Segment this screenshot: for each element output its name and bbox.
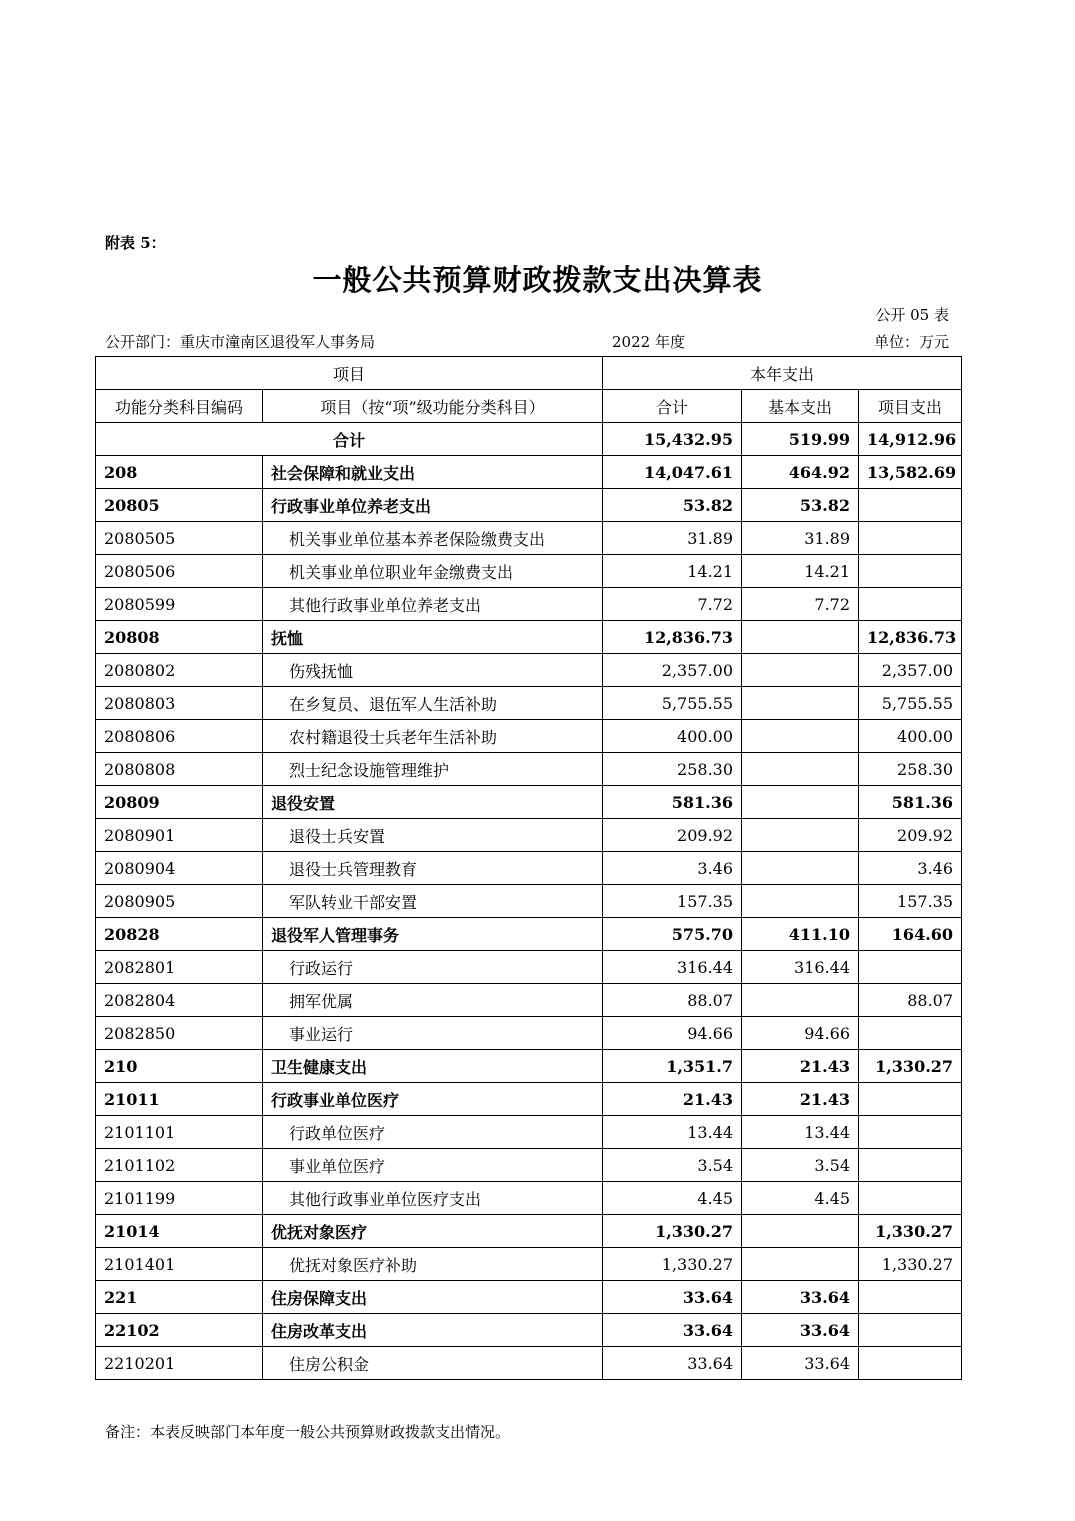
row-basic [742, 984, 859, 1017]
table-header-row [96, 357, 962, 390]
row-total: 5,755.55 [603, 687, 742, 720]
row-basic [742, 621, 859, 654]
row-basic: 4.45 [742, 1182, 859, 1215]
row-code: 2080506 [96, 555, 263, 588]
table-row [96, 1050, 962, 1083]
row-code: 208 [96, 456, 263, 489]
row-total: 94.66 [603, 1017, 742, 1050]
table-row [96, 1116, 962, 1149]
row-total: 33.64 [603, 1281, 742, 1314]
table-row [96, 852, 962, 885]
row-code: 20809 [96, 786, 263, 819]
row-code: 20805 [96, 489, 263, 522]
column-header-project: 项目支出 [859, 390, 962, 423]
row-total: 7.72 [603, 588, 742, 621]
row-total: 12,836.73 [603, 621, 742, 654]
row-code: 22102 [96, 1314, 263, 1347]
table-row [96, 753, 962, 786]
row-total: 209.92 [603, 819, 742, 852]
row-total: 33.64 [603, 1314, 742, 1347]
row-item-name: 社会保障和就业支出 [263, 456, 603, 489]
row-basic: 33.64 [742, 1281, 859, 1314]
row-total: 581.36 [603, 786, 742, 819]
table-row [96, 555, 962, 588]
row-code: 20828 [96, 918, 263, 951]
row-basic: 3.54 [742, 1149, 859, 1182]
table-row [96, 1248, 962, 1281]
department-label: 公开部门：重庆市潼南区退役军人事务局 [105, 333, 376, 351]
row-basic: 464.92 [742, 456, 859, 489]
row-total: 3.46 [603, 852, 742, 885]
total-sum: 15,432.95 [603, 423, 742, 456]
row-code: 2101102 [96, 1149, 263, 1182]
row-basic [742, 852, 859, 885]
row-project: 258.30 [859, 753, 962, 786]
row-project: 581.36 [859, 786, 962, 819]
row-project: 3.46 [859, 852, 962, 885]
row-project [859, 489, 962, 522]
row-project [859, 1017, 962, 1050]
unit-label: 单位：万元 [873, 333, 949, 351]
row-code: 2080599 [96, 588, 263, 621]
row-total: 575.70 [603, 918, 742, 951]
row-total: 33.64 [603, 1347, 742, 1380]
row-total: 3.54 [603, 1149, 742, 1182]
table-row [96, 654, 962, 687]
row-item-name: 其他行政事业单位养老支出 [263, 588, 603, 621]
row-code: 2082801 [96, 951, 263, 984]
row-total: 1,351.7 [603, 1050, 742, 1083]
total-label: 合计 [96, 423, 603, 456]
row-project [859, 1314, 962, 1347]
form-number: 公开 05 表 [875, 306, 949, 324]
row-project [859, 951, 962, 984]
row-total: 14,047.61 [603, 456, 742, 489]
total-project: 14,912.96 [859, 423, 962, 456]
row-item-name: 住房保障支出 [263, 1281, 603, 1314]
column-header-basic: 基本支出 [742, 390, 859, 423]
row-item-name: 卫生健康支出 [263, 1050, 603, 1083]
table-row [96, 819, 962, 852]
row-project [859, 1182, 962, 1215]
attachment-label: 附表 5： [105, 234, 166, 252]
row-code: 20808 [96, 621, 263, 654]
row-item-name: 事业运行 [263, 1017, 603, 1050]
row-code: 2080806 [96, 720, 263, 753]
row-item-name: 优抚对象医疗 [263, 1215, 603, 1248]
table-row [96, 687, 962, 720]
row-item-name: 退役士兵安置 [263, 819, 603, 852]
row-code: 2101199 [96, 1182, 263, 1215]
row-code: 2082804 [96, 984, 263, 1017]
table-row [96, 951, 962, 984]
page-title: 一般公共预算财政拨款支出决算表 [312, 263, 763, 297]
row-project: 13,582.69 [859, 456, 962, 489]
row-code: 2080803 [96, 687, 263, 720]
row-total: 53.82 [603, 489, 742, 522]
row-item-name: 退役军人管理事务 [263, 918, 603, 951]
row-item-name: 行政事业单位医疗 [263, 1083, 603, 1116]
row-total: 88.07 [603, 984, 742, 1017]
table-row [96, 1083, 962, 1116]
row-total: 14.21 [603, 555, 742, 588]
row-total: 157.35 [603, 885, 742, 918]
row-code: 21011 [96, 1083, 263, 1116]
row-project: 1,330.27 [859, 1248, 962, 1281]
column-header-code: 功能分类科目编码 [96, 390, 263, 423]
row-code: 2101101 [96, 1116, 263, 1149]
row-item-name: 退役士兵管理教育 [263, 852, 603, 885]
table-row [96, 1281, 962, 1314]
row-total: 21.43 [603, 1083, 742, 1116]
row-basic [742, 753, 859, 786]
row-basic: 33.64 [742, 1314, 859, 1347]
table-row [96, 918, 962, 951]
row-project: 88.07 [859, 984, 962, 1017]
row-project [859, 522, 962, 555]
table-row [96, 786, 962, 819]
row-item-name: 机关事业单位基本养老保险缴费支出 [263, 522, 603, 555]
row-project: 12,836.73 [859, 621, 962, 654]
row-basic [742, 687, 859, 720]
row-code: 2080904 [96, 852, 263, 885]
row-item-name: 住房公积金 [263, 1347, 603, 1380]
row-project [859, 588, 962, 621]
row-code: 221 [96, 1281, 263, 1314]
row-item-name: 烈士纪念设施管理维护 [263, 753, 603, 786]
row-project [859, 1083, 962, 1116]
row-project: 157.35 [859, 885, 962, 918]
table-row [96, 984, 962, 1017]
table-row [96, 621, 962, 654]
row-basic [742, 1248, 859, 1281]
row-code: 2080802 [96, 654, 263, 687]
row-code: 2080808 [96, 753, 263, 786]
row-basic: 21.43 [742, 1083, 859, 1116]
row-code: 2080905 [96, 885, 263, 918]
total-row [96, 423, 962, 456]
row-item-name: 拥军优属 [263, 984, 603, 1017]
column-header-total: 合计 [603, 390, 742, 423]
row-total: 13.44 [603, 1116, 742, 1149]
row-item-name: 行政运行 [263, 951, 603, 984]
footnote: 备注：本表反映部门本年度一般公共预算财政拨款支出情况。 [105, 1423, 511, 1441]
row-project: 400.00 [859, 720, 962, 753]
row-total: 1,330.27 [603, 1248, 742, 1281]
row-project: 209.92 [859, 819, 962, 852]
row-basic: 33.64 [742, 1347, 859, 1380]
header-current-year: 本年支出 [603, 357, 962, 390]
table-row [96, 1017, 962, 1050]
table-row [96, 1182, 962, 1215]
column-header-item: 项目（按“项”级功能分类科目） [263, 390, 603, 423]
row-project [859, 1347, 962, 1380]
row-project: 2,357.00 [859, 654, 962, 687]
row-project: 5,755.55 [859, 687, 962, 720]
row-code: 2082850 [96, 1017, 263, 1050]
table-row [96, 489, 962, 522]
row-item-name: 退役安置 [263, 786, 603, 819]
table-row [96, 456, 962, 489]
row-item-name: 抚恤 [263, 621, 603, 654]
row-basic: 7.72 [742, 588, 859, 621]
row-basic: 316.44 [742, 951, 859, 984]
row-basic: 21.43 [742, 1050, 859, 1083]
row-code: 21014 [96, 1215, 263, 1248]
row-basic [742, 654, 859, 687]
table-row [96, 522, 962, 555]
table-row [96, 1149, 962, 1182]
total-basic: 519.99 [742, 423, 859, 456]
row-project: 1,330.27 [859, 1215, 962, 1248]
row-project: 1,330.27 [859, 1050, 962, 1083]
row-item-name: 机关事业单位职业年金缴费支出 [263, 555, 603, 588]
table-row [96, 885, 962, 918]
row-project: 164.60 [859, 918, 962, 951]
row-basic [742, 1215, 859, 1248]
row-total: 1,330.27 [603, 1215, 742, 1248]
row-total: 258.30 [603, 753, 742, 786]
row-project [859, 1149, 962, 1182]
row-project [859, 1116, 962, 1149]
table-row [96, 1347, 962, 1380]
row-basic: 94.66 [742, 1017, 859, 1050]
row-basic: 411.10 [742, 918, 859, 951]
row-item-name: 行政事业单位养老支出 [263, 489, 603, 522]
table-row [96, 720, 962, 753]
row-total: 4.45 [603, 1182, 742, 1215]
table-column-row [96, 390, 962, 423]
row-item-name: 军队转业干部安置 [263, 885, 603, 918]
row-basic [742, 885, 859, 918]
row-basic [742, 786, 859, 819]
table-row [96, 588, 962, 621]
row-item-name: 其他行政事业单位医疗支出 [263, 1182, 603, 1215]
fiscal-year: 2022 年度 [612, 333, 685, 351]
row-basic [742, 720, 859, 753]
table-row [96, 1215, 962, 1248]
row-item-name: 伤残抚恤 [263, 654, 603, 687]
row-item-name: 农村籍退役士兵老年生活补助 [263, 720, 603, 753]
row-item-name: 优抚对象医疗补助 [263, 1248, 603, 1281]
row-item-name: 在乡复员、退伍军人生活补助 [263, 687, 603, 720]
header-project: 项目 [96, 357, 603, 390]
table-row [96, 1314, 962, 1347]
row-code: 2080505 [96, 522, 263, 555]
row-code: 2101401 [96, 1248, 263, 1281]
row-item-name: 事业单位医疗 [263, 1149, 603, 1182]
row-code: 210 [96, 1050, 263, 1083]
row-item-name: 住房改革支出 [263, 1314, 603, 1347]
expenditure-table [95, 356, 962, 1380]
row-project [859, 555, 962, 588]
row-code: 2210201 [96, 1347, 263, 1380]
row-code: 2080901 [96, 819, 263, 852]
row-basic: 53.82 [742, 489, 859, 522]
row-basic: 31.89 [742, 522, 859, 555]
row-basic: 14.21 [742, 555, 859, 588]
row-total: 2,357.00 [603, 654, 742, 687]
row-basic [742, 819, 859, 852]
row-basic: 13.44 [742, 1116, 859, 1149]
row-project [859, 1281, 962, 1314]
row-total: 400.00 [603, 720, 742, 753]
row-total: 316.44 [603, 951, 742, 984]
row-total: 31.89 [603, 522, 742, 555]
row-item-name: 行政单位医疗 [263, 1116, 603, 1149]
